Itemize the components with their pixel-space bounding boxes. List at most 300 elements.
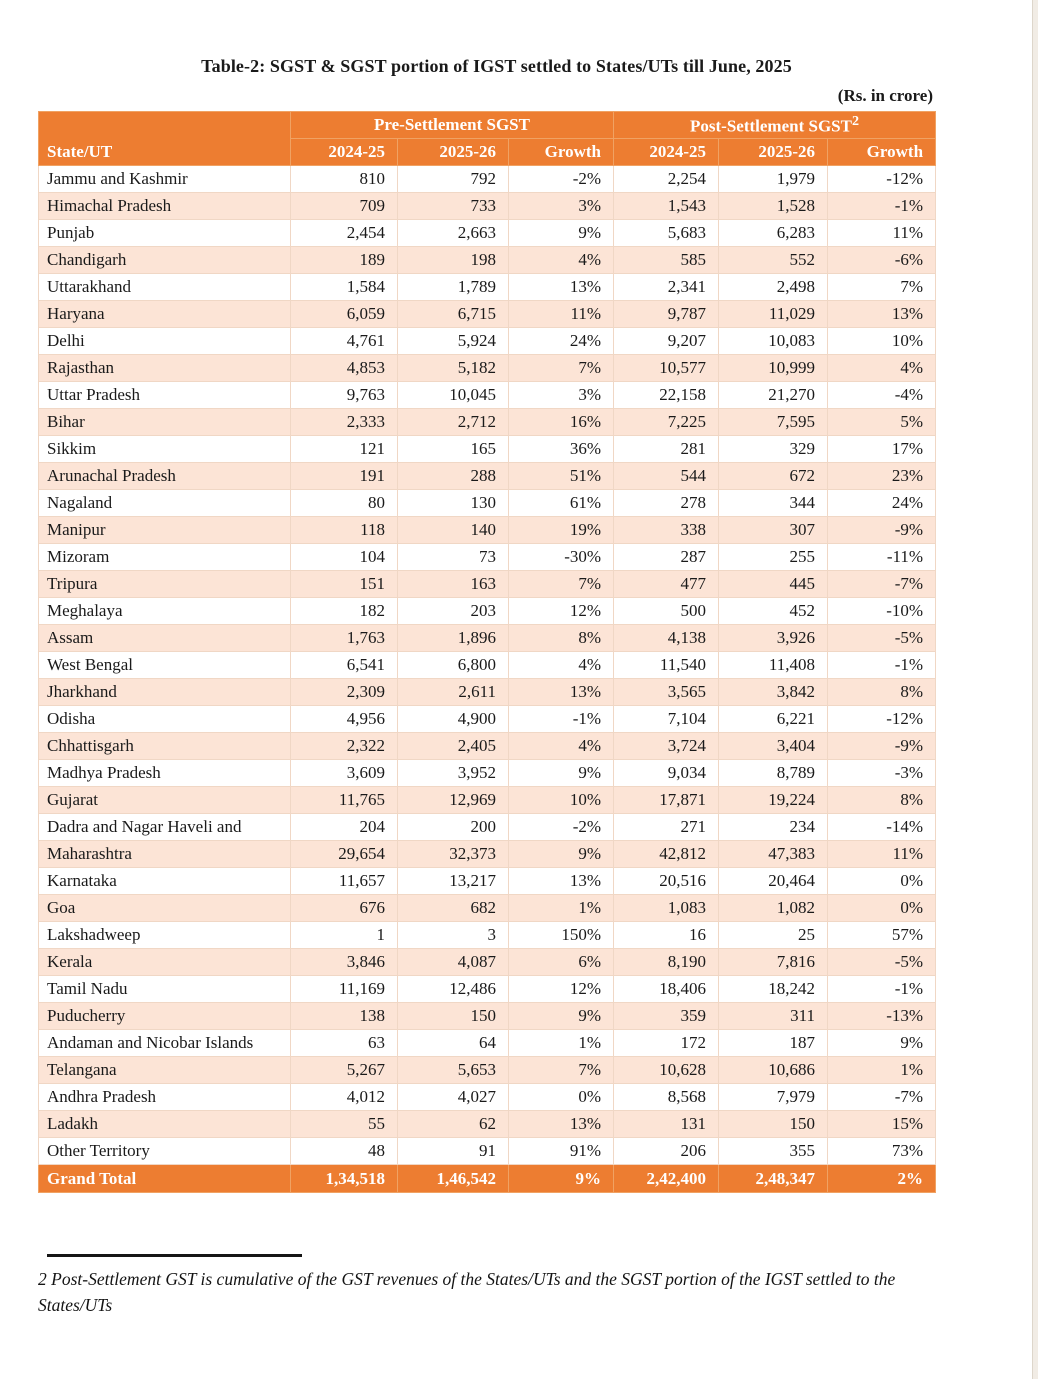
cell-value: 7,816 (719, 949, 828, 976)
cell-value: -2% (509, 166, 614, 193)
cell-value: 307 (719, 517, 828, 544)
cell-value: 0% (828, 895, 936, 922)
cell-value: 682 (398, 895, 509, 922)
cell-value: 311 (719, 1003, 828, 1030)
cell-value: 104 (291, 544, 398, 571)
cell-value: -9% (828, 733, 936, 760)
cell-value: -12% (828, 166, 936, 193)
cell-value: 500 (614, 598, 719, 625)
table-footer (39, 1165, 936, 1193)
cell-value: 151 (291, 571, 398, 598)
cell-value: 1,584 (291, 274, 398, 301)
table-row (39, 949, 936, 976)
cell-value: 2,333 (291, 409, 398, 436)
cell-value: 150 (398, 1003, 509, 1030)
cell-value: 552 (719, 247, 828, 274)
cell-value: 11% (828, 220, 936, 247)
page-edge (1032, 0, 1038, 1379)
cell-value: 6,283 (719, 220, 828, 247)
cell-value: 9,034 (614, 760, 719, 787)
cell-value: 1 (291, 922, 398, 949)
cell-value: 9,787 (614, 301, 719, 328)
cell-value: 544 (614, 463, 719, 490)
cell-value: 21,270 (719, 382, 828, 409)
table-row (39, 814, 936, 841)
cell-value: 792 (398, 166, 509, 193)
cell-value: 10,686 (719, 1057, 828, 1084)
state-name: Other Territory (39, 1138, 291, 1165)
cell-value: 3,842 (719, 679, 828, 706)
column-header-pre-2025-26: 2025-26 (398, 139, 509, 166)
cell-value: 131 (614, 1111, 719, 1138)
table-row (39, 166, 936, 193)
state-name: Uttar Pradesh (39, 382, 291, 409)
grand-total-value: 1,34,518 (291, 1165, 398, 1193)
cell-value: 24% (509, 328, 614, 355)
cell-value: 2,454 (291, 220, 398, 247)
cell-value: 51% (509, 463, 614, 490)
cell-value: 477 (614, 571, 719, 598)
cell-value: 6,221 (719, 706, 828, 733)
grand-total-value: 9% (509, 1165, 614, 1193)
cell-value: 64 (398, 1030, 509, 1057)
state-name: Delhi (39, 328, 291, 355)
cell-value: 709 (291, 193, 398, 220)
cell-value: 10,577 (614, 355, 719, 382)
cell-value: 9% (509, 1003, 614, 1030)
column-header-pre-2024-25: 2024-25 (291, 139, 398, 166)
cell-value: 62 (398, 1111, 509, 1138)
cell-value: 5,182 (398, 355, 509, 382)
cell-value: 7% (828, 274, 936, 301)
table-row (39, 301, 936, 328)
cell-value: 338 (614, 517, 719, 544)
cell-value: 2,341 (614, 274, 719, 301)
cell-value: 8% (828, 787, 936, 814)
table-body (39, 166, 936, 1165)
table-row (39, 328, 936, 355)
state-name: Puducherry (39, 1003, 291, 1030)
state-name: Manipur (39, 517, 291, 544)
state-name: Uttarakhand (39, 274, 291, 301)
cell-value: -3% (828, 760, 936, 787)
grand-total-label: Grand Total (39, 1165, 291, 1193)
table-row (39, 517, 936, 544)
cell-value: 15% (828, 1111, 936, 1138)
cell-value: 672 (719, 463, 828, 490)
cell-value: 80 (291, 490, 398, 517)
cell-value: 11,540 (614, 652, 719, 679)
cell-value: 18,242 (719, 976, 828, 1003)
unit-note: (Rs. in crore) (837, 86, 933, 105)
cell-value: 281 (614, 436, 719, 463)
cell-value: 91% (509, 1138, 614, 1165)
cell-value: 4% (828, 355, 936, 382)
sgst-settlement-table (38, 111, 936, 1193)
cell-value: 11,169 (291, 976, 398, 1003)
table-row (39, 976, 936, 1003)
cell-value: -12% (828, 706, 936, 733)
cell-value: 7,225 (614, 409, 719, 436)
cell-value: -9% (828, 517, 936, 544)
cell-value: 4,956 (291, 706, 398, 733)
cell-value: 61% (509, 490, 614, 517)
cell-value: 1,543 (614, 193, 719, 220)
group-header-row (39, 112, 936, 139)
cell-value: 4% (509, 652, 614, 679)
grand-total-value: 2,42,400 (614, 1165, 719, 1193)
cell-value: 165 (398, 436, 509, 463)
cell-value: 5,653 (398, 1057, 509, 1084)
state-name: Jharkhand (39, 679, 291, 706)
group-header-post-settlement (614, 112, 936, 139)
cell-value: -4% (828, 382, 936, 409)
cell-value: 11% (828, 841, 936, 868)
cell-value: 2,663 (398, 220, 509, 247)
table-row (39, 382, 936, 409)
cell-value: 287 (614, 544, 719, 571)
state-name: Goa (39, 895, 291, 922)
cell-value: 19,224 (719, 787, 828, 814)
table-title: Table-2: SGST & SGST portion of IGST settled to States/UTs till June, 2025 (201, 56, 792, 76)
cell-value: 172 (614, 1030, 719, 1057)
cell-value: 733 (398, 193, 509, 220)
cell-value: 4,087 (398, 949, 509, 976)
cell-value: 118 (291, 517, 398, 544)
table-row (39, 922, 936, 949)
cell-value: 3,724 (614, 733, 719, 760)
cell-value: 6,059 (291, 301, 398, 328)
grand-total-value: 2,48,347 (719, 1165, 828, 1193)
grand-total-row (39, 1165, 936, 1193)
cell-value: 1,896 (398, 625, 509, 652)
group-header-pre-settlement (291, 112, 614, 139)
cell-value: 8% (828, 679, 936, 706)
cell-value: 17% (828, 436, 936, 463)
cell-value: 47,383 (719, 841, 828, 868)
table-row (39, 544, 936, 571)
state-name: Andhra Pradesh (39, 1084, 291, 1111)
table-row (39, 895, 936, 922)
cell-value: 12,486 (398, 976, 509, 1003)
cell-value: 12% (509, 598, 614, 625)
cell-value: 271 (614, 814, 719, 841)
cell-value: 5,924 (398, 328, 509, 355)
cell-value: 1,789 (398, 274, 509, 301)
cell-value: 2,254 (614, 166, 719, 193)
column-header-post-2025-26: 2025-26 (719, 139, 828, 166)
table-row (39, 1111, 936, 1138)
cell-value: 13% (828, 301, 936, 328)
cell-value: 36% (509, 436, 614, 463)
cell-value: 5,267 (291, 1057, 398, 1084)
cell-value: 150% (509, 922, 614, 949)
cell-value: 7,104 (614, 706, 719, 733)
state-name: Chhattisgarh (39, 733, 291, 760)
cell-value: 150 (719, 1111, 828, 1138)
table-row (39, 652, 936, 679)
table-row (39, 1003, 936, 1030)
cell-value: 7% (509, 355, 614, 382)
cell-value: 29,654 (291, 841, 398, 868)
cell-value: 16% (509, 409, 614, 436)
cell-value: 355 (719, 1138, 828, 1165)
cell-value: 6% (509, 949, 614, 976)
table-header (39, 112, 936, 166)
cell-value: -1% (828, 976, 936, 1003)
cell-value: 1,082 (719, 895, 828, 922)
cell-value: 3,846 (291, 949, 398, 976)
state-name: Assam (39, 625, 291, 652)
cell-value: 3,952 (398, 760, 509, 787)
cell-value: 1% (828, 1057, 936, 1084)
cell-value: 5,683 (614, 220, 719, 247)
footnote-text: 2 Post-Settlement GST is cumulative of the GST revenues of the States/UTs and the SGST portion of the IGST settled to the States/UTs (38, 1269, 896, 1316)
cell-value: 163 (398, 571, 509, 598)
cell-value: 4,900 (398, 706, 509, 733)
cell-value: 187 (719, 1030, 828, 1057)
cell-value: 73% (828, 1138, 936, 1165)
cell-value: 1% (509, 1030, 614, 1057)
cell-value: 3% (509, 193, 614, 220)
state-name: Rajasthan (39, 355, 291, 382)
cell-value: 5% (828, 409, 936, 436)
cell-value: 204 (291, 814, 398, 841)
state-name: Odisha (39, 706, 291, 733)
cell-value: 55 (291, 1111, 398, 1138)
cell-value: 91 (398, 1138, 509, 1165)
cell-value: 138 (291, 1003, 398, 1030)
table-row (39, 1057, 936, 1084)
cell-value: 48 (291, 1138, 398, 1165)
grand-total-value: 2% (828, 1165, 936, 1193)
cell-value: 329 (719, 436, 828, 463)
state-name: Andaman and Nicobar Islands (39, 1030, 291, 1057)
column-header-state: State/UT (39, 112, 291, 166)
cell-value: 11% (509, 301, 614, 328)
cell-value: 9% (509, 760, 614, 787)
cell-value: 130 (398, 490, 509, 517)
cell-value: 2,309 (291, 679, 398, 706)
state-name: Kerala (39, 949, 291, 976)
cell-value: 16 (614, 922, 719, 949)
cell-value: 0% (828, 868, 936, 895)
table-row (39, 841, 936, 868)
column-header-pre-growth: Growth (509, 139, 614, 166)
cell-value: -10% (828, 598, 936, 625)
document-content (38, 56, 935, 1319)
table-row (39, 490, 936, 517)
cell-value: 2,712 (398, 409, 509, 436)
cell-value: 7,595 (719, 409, 828, 436)
table-row (39, 598, 936, 625)
cell-value: 445 (719, 571, 828, 598)
table-row (39, 760, 936, 787)
cell-value: 9,207 (614, 328, 719, 355)
cell-value: 10,083 (719, 328, 828, 355)
cell-value: 344 (719, 490, 828, 517)
cell-value: 2,611 (398, 679, 509, 706)
table-row (39, 733, 936, 760)
cell-value: 7,979 (719, 1084, 828, 1111)
table-row (39, 706, 936, 733)
footnote-divider (47, 1254, 302, 1257)
state-name: Punjab (39, 220, 291, 247)
cell-value: 13% (509, 274, 614, 301)
state-name: Telangana (39, 1057, 291, 1084)
cell-value: 7% (509, 1057, 614, 1084)
cell-value: 24% (828, 490, 936, 517)
cell-value: 13% (509, 868, 614, 895)
table-row (39, 625, 936, 652)
cell-value: 12,969 (398, 787, 509, 814)
cell-value: 57% (828, 922, 936, 949)
cell-value: 13% (509, 1111, 614, 1138)
cell-value: 9% (509, 220, 614, 247)
cell-value: 810 (291, 166, 398, 193)
state-name: Lakshadweep (39, 922, 291, 949)
cell-value: -5% (828, 625, 936, 652)
cell-value: 4% (509, 247, 614, 274)
cell-value: 121 (291, 436, 398, 463)
cell-value: 288 (398, 463, 509, 490)
cell-value: 20,516 (614, 868, 719, 895)
table-row (39, 571, 936, 598)
state-name: Himachal Pradesh (39, 193, 291, 220)
cell-value: 4,012 (291, 1084, 398, 1111)
cell-value: 1,528 (719, 193, 828, 220)
cell-value: 11,657 (291, 868, 398, 895)
cell-value: 32,373 (398, 841, 509, 868)
cell-value: 8,568 (614, 1084, 719, 1111)
cell-value: 4,027 (398, 1084, 509, 1111)
cell-value: 3% (509, 382, 614, 409)
cell-value: 3 (398, 922, 509, 949)
cell-value: 4% (509, 733, 614, 760)
cell-value: 359 (614, 1003, 719, 1030)
cell-value: -11% (828, 544, 936, 571)
cell-value: 1,083 (614, 895, 719, 922)
cell-value: 6,541 (291, 652, 398, 679)
column-header-post-2024-25: 2024-25 (614, 139, 719, 166)
table-row (39, 868, 936, 895)
cell-value: 191 (291, 463, 398, 490)
cell-value: 189 (291, 247, 398, 274)
cell-value: 255 (719, 544, 828, 571)
cell-value: 200 (398, 814, 509, 841)
cell-value: 585 (614, 247, 719, 274)
cell-value: 3,565 (614, 679, 719, 706)
grand-total-value: 1,46,542 (398, 1165, 509, 1193)
state-name: Chandigarh (39, 247, 291, 274)
state-name: Bihar (39, 409, 291, 436)
group-header-pre-label: Pre-Settlement SGST (374, 115, 530, 134)
table-row (39, 247, 936, 274)
state-name: Haryana (39, 301, 291, 328)
cell-value: 10% (509, 787, 614, 814)
cell-value: -1% (509, 706, 614, 733)
cell-value: 73 (398, 544, 509, 571)
cell-value: 6,800 (398, 652, 509, 679)
cell-value: 1% (509, 895, 614, 922)
cell-value: 206 (614, 1138, 719, 1165)
cell-value: -1% (828, 193, 936, 220)
cell-value: 10,628 (614, 1057, 719, 1084)
group-header-post-label: Post-Settlement SGST (690, 116, 852, 136)
cell-value: 676 (291, 895, 398, 922)
cell-value: 203 (398, 598, 509, 625)
cell-value: 8,190 (614, 949, 719, 976)
cell-value: 11,765 (291, 787, 398, 814)
table-row (39, 1084, 936, 1111)
state-name: Dadra and Nagar Haveli and (39, 814, 291, 841)
cell-value: 3,609 (291, 760, 398, 787)
cell-value: 22,158 (614, 382, 719, 409)
state-name: Karnataka (39, 868, 291, 895)
cell-value: 452 (719, 598, 828, 625)
cell-value: -14% (828, 814, 936, 841)
table-row (39, 220, 936, 247)
table-row (39, 787, 936, 814)
cell-value: 0% (509, 1084, 614, 1111)
cell-value: 278 (614, 490, 719, 517)
cell-value: 63 (291, 1030, 398, 1057)
table-row (39, 1030, 936, 1057)
cell-value: 11,408 (719, 652, 828, 679)
cell-value: -6% (828, 247, 936, 274)
cell-value: 8% (509, 625, 614, 652)
cell-value: 42,812 (614, 841, 719, 868)
cell-value: 10% (828, 328, 936, 355)
cell-value: 1,763 (291, 625, 398, 652)
cell-value: 4,761 (291, 328, 398, 355)
cell-value: 3,926 (719, 625, 828, 652)
state-name: Madhya Pradesh (39, 760, 291, 787)
cell-value: 2,498 (719, 274, 828, 301)
cell-value: 13,217 (398, 868, 509, 895)
cell-value: 12% (509, 976, 614, 1003)
cell-value: 1,979 (719, 166, 828, 193)
cell-value: -1% (828, 652, 936, 679)
cell-value: 10,999 (719, 355, 828, 382)
cell-value: 23% (828, 463, 936, 490)
table-row (39, 1138, 936, 1165)
cell-value: 20,464 (719, 868, 828, 895)
table-row (39, 409, 936, 436)
cell-value: 17,871 (614, 787, 719, 814)
cell-value: 234 (719, 814, 828, 841)
state-name: Meghalaya (39, 598, 291, 625)
cell-value: 19% (509, 517, 614, 544)
cell-value: -30% (509, 544, 614, 571)
state-name: West Bengal (39, 652, 291, 679)
cell-value: 3,404 (719, 733, 828, 760)
cell-value: 198 (398, 247, 509, 274)
table-row (39, 436, 936, 463)
state-name: Nagaland (39, 490, 291, 517)
state-name: Arunachal Pradesh (39, 463, 291, 490)
state-name: Maharashtra (39, 841, 291, 868)
cell-value: 7% (509, 571, 614, 598)
cell-value: 9% (828, 1030, 936, 1057)
table-row (39, 463, 936, 490)
state-name: Tripura (39, 571, 291, 598)
cell-value: 10,045 (398, 382, 509, 409)
table-row (39, 355, 936, 382)
footnote-marker: 2 (851, 113, 860, 130)
table-row (39, 679, 936, 706)
cell-value: 2,405 (398, 733, 509, 760)
